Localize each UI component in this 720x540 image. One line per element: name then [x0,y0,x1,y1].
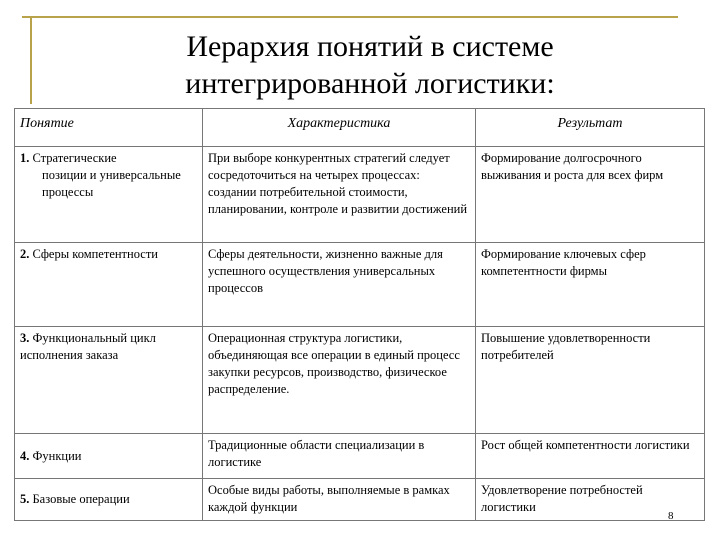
row-number: 3. [20,331,30,345]
table-header-row [15,109,705,147]
concept-text: Сферы компетентности [32,247,158,261]
characteristic-cell: Традиционные области специализации в логистике [203,434,476,479]
result-cell: Формирование ключевых сфер компетентности фирмы [476,243,705,327]
result-cell: Рост общей компетентности логистики [476,434,705,479]
result-cell: Удовлетворение потребностей логистики [476,479,705,521]
result-cell: Повышение удовлетворенности потребителей [476,327,705,434]
row-number: 2. [20,247,30,261]
characteristic-cell: При выборе конкурентных стратегий следует сосредоточиться на четырех процессах: создании потребительной стоимости, планировании, контроле и развитии достижений [203,147,476,243]
concept-text: Функции [32,448,82,463]
concept-cell [15,147,203,243]
table-row [15,147,705,243]
decorative-frame-left [30,16,32,104]
title-line-1: Иерархия понятий в системе [186,30,554,63]
hierarchy-table [14,108,705,521]
concept-cell [15,243,203,327]
result-cell: Формирование долгосрочного выживания и роста для всех фирм [476,147,705,243]
header-result: Результат [476,109,705,147]
table-row [15,479,705,521]
header-characteristic: Характеристика [203,109,476,147]
characteristic-cell: Сферы деятельности, жизненно важные для успешного осуществления универсальных процессов [203,243,476,327]
title-line-2: интегрированной логистики: [185,67,555,100]
table-row [15,434,705,479]
header-concept: Понятие [15,109,203,147]
concept-text-first: Стратегические [32,151,117,165]
concept-cell [15,327,203,434]
concept-text-rest: позиции и универсальные процессы [42,168,181,199]
decorative-frame-top [22,16,678,18]
row-number: 4. [20,448,30,463]
concept-cell [15,434,203,479]
concept-text: Функциональный цикл исполнения заказа [20,331,156,362]
table-row [15,327,705,434]
concept-text: Базовые операции [32,492,130,506]
characteristic-cell: Особые виды работы, выполняемые в рамках каждой функции [203,479,476,521]
row-number: 5. [20,492,30,506]
row-number: 1. [20,151,30,165]
characteristic-cell: Операционная структура логистики, объединяющая все операции в единый процесс закупки ресурсов, производство, физическое распределение. [203,327,476,434]
concept-cell [15,479,203,521]
table-row [15,243,705,327]
page-number: 8 [668,510,674,522]
slide-title [100,28,640,102]
